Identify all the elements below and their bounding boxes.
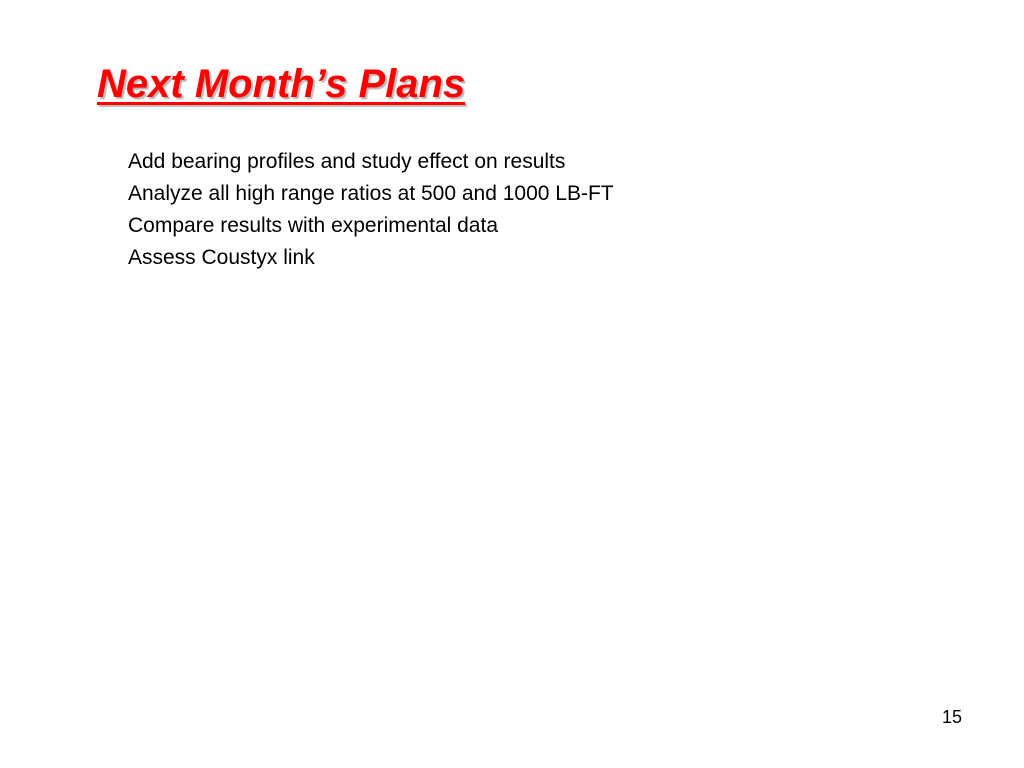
page-number: 15 [941, 707, 962, 727]
list-item: Add bearing profiles and study effect on results [128, 150, 566, 173]
list-item: Assess Coustyx link [128, 246, 315, 269]
list-item: Analyze all high range ratios at 500 and 1000 LB-FT [128, 182, 614, 205]
plan-list [128, 146, 614, 274]
list-item: Compare results with experimental data [128, 214, 499, 237]
slide-title: Next Month’s Plans [97, 62, 466, 106]
